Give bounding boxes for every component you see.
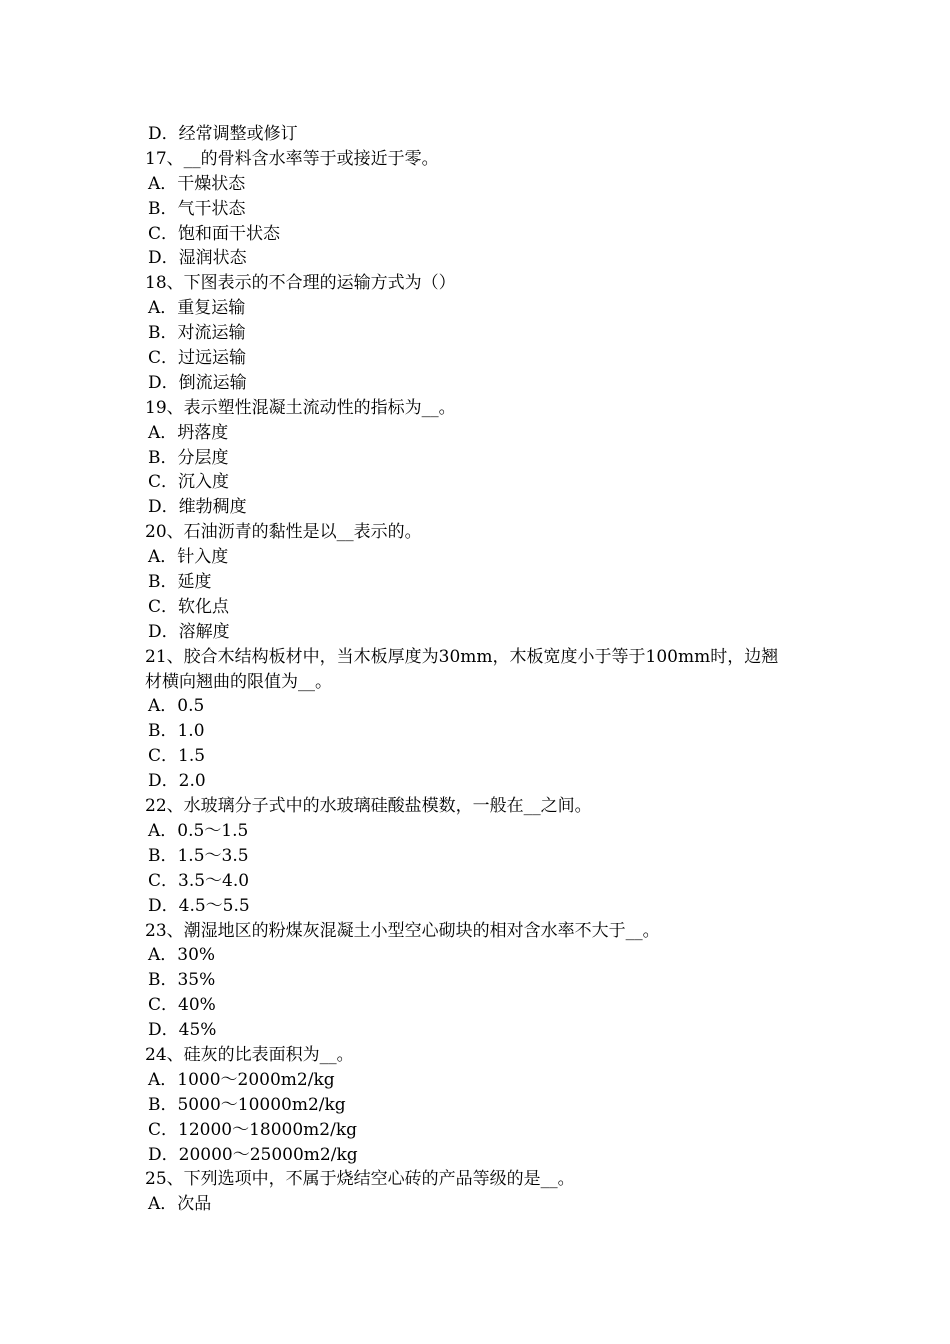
question-text: 材横向翘曲的限值为__。 xyxy=(145,671,332,692)
question-text: 18、下图表示的不合理的运输方式为（） xyxy=(145,273,456,294)
answer-option: B．35% xyxy=(148,970,216,991)
question-text: 24、硅灰的比表面积为__。 xyxy=(145,1044,354,1065)
question-text: 17、__的骨料含水率等于或接近于零。 xyxy=(145,148,439,169)
question-text: 25、下列选项中，不属于烧结空心砖的产品等级的是__。 xyxy=(145,1169,575,1190)
answer-option: D．经常调整或修订 xyxy=(148,124,298,144)
answer-option: A．0.5～1.5 xyxy=(148,820,249,841)
answer-option: C．1.5 xyxy=(148,746,206,767)
question-text: 23、潮湿地区的粉煤灰混凝土小型空心砌块的相对含水率不大于__。 xyxy=(145,920,660,941)
answer-option: A．重复运输 xyxy=(148,298,246,319)
answer-option: A．针入度 xyxy=(148,547,229,568)
answer-option: A．干燥状态 xyxy=(148,173,246,194)
answer-option: D．溶解度 xyxy=(148,621,230,642)
answer-option: B．1.0 xyxy=(148,721,205,742)
document-body xyxy=(145,122,810,1217)
question-text: 19、表示塑性混凝土流动性的指标为__。 xyxy=(145,397,456,418)
answer-option: D．2.0 xyxy=(148,771,206,792)
question-text: 21、胶合木结构板材中，当木板厚度为30mm，木板宽度小于等于100mm时，边翘 xyxy=(145,646,779,667)
answer-option: A．0.5 xyxy=(148,696,205,717)
question-text: 20、石油沥青的黏性是以__表示的。 xyxy=(145,522,422,543)
answer-option: B．5000～10000m2/kg xyxy=(148,1094,346,1115)
answer-option: A．次品 xyxy=(148,1194,212,1215)
answer-option: C．饱和面干状态 xyxy=(148,223,281,244)
answer-option: C．3.5～4.0 xyxy=(148,870,250,891)
answer-option: B．1.5～3.5 xyxy=(148,845,249,866)
answer-option: D．20000～25000m2/kg xyxy=(148,1144,358,1165)
answer-option: B．分层度 xyxy=(148,447,229,468)
answer-option: C．12000～18000m2/kg xyxy=(148,1119,358,1140)
answer-option: B．延度 xyxy=(148,572,212,593)
answer-option: D．湿润状态 xyxy=(148,248,247,269)
answer-option: D．维勃稠度 xyxy=(148,497,247,518)
answer-option: D．倒流运输 xyxy=(148,372,247,393)
answer-option: C．过远运输 xyxy=(148,348,247,369)
answer-option: A．坍落度 xyxy=(148,422,229,443)
answer-option: C．40% xyxy=(148,995,216,1016)
answer-option: A．1000～2000m2/kg xyxy=(148,1069,335,1090)
answer-option: D．4.5～5.5 xyxy=(148,895,250,916)
answer-option: C．软化点 xyxy=(148,596,230,617)
question-text: 22、水玻璃分子式中的水玻璃硅酸盐模数，一般在__之间。 xyxy=(145,796,592,817)
answer-option: C．沉入度 xyxy=(148,472,230,493)
answer-option: B．气干状态 xyxy=(148,198,246,219)
answer-option: D．45% xyxy=(148,1020,217,1041)
answer-option: A．30% xyxy=(148,945,216,966)
answer-option: B．对流运输 xyxy=(148,323,246,344)
